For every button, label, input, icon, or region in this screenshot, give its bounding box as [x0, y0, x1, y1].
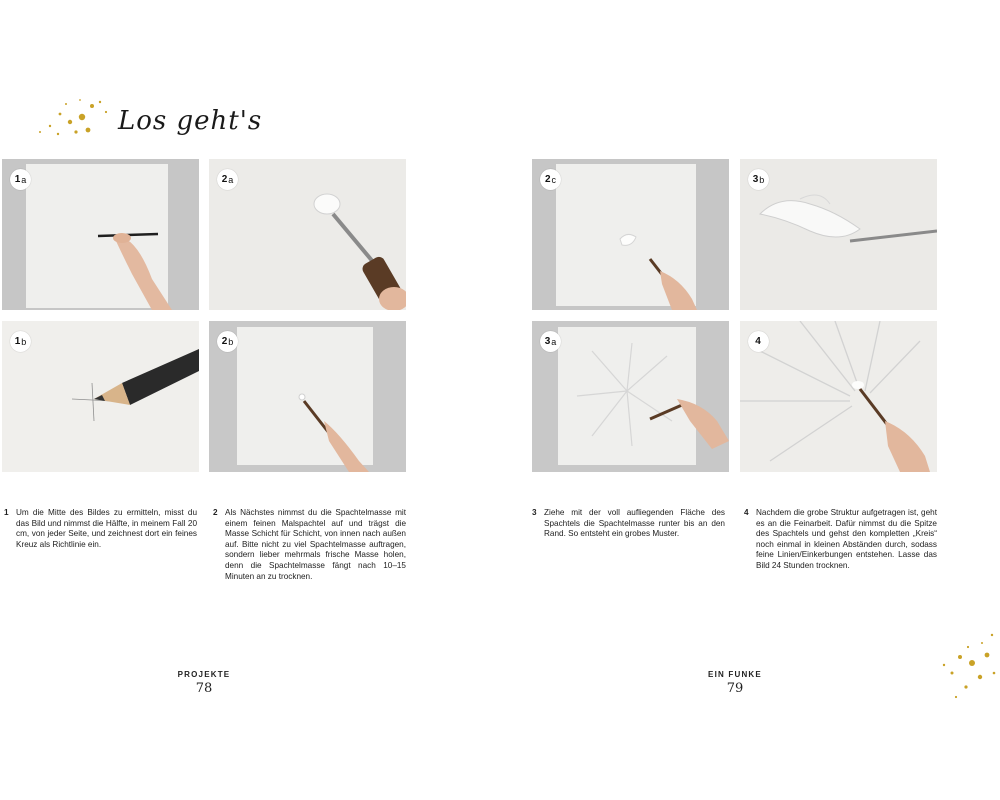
step-badge: 2 c — [540, 169, 561, 190]
page-number: 78 — [195, 681, 213, 696]
photo-step-2a — [209, 159, 406, 310]
photo-step-3b — [740, 159, 937, 310]
step-number: 4 — [744, 508, 749, 517]
step-description: Um die Mitte des Bildes zu ermitteln, misst du das Bild und nimmst die Hälfte, in meinem Fall 20 cm, von jeder Seite, und zeichnest dort ein feines Kreuz als Richtlinie ein. — [16, 508, 197, 549]
footer-section-label: EIN FUNKE — [708, 670, 762, 679]
step-description: Als Nächstes nimmst du die Spachtelmasse mit einem feinen Malspachtel auf und trägst die Masse Schicht für Schicht, von innen nach außen auf. Bitte nicht zu viel Spachtelmasse auftragen, sondern lieber mehrmals frische Masse holen, denn die Spachtelmasse fängt nach 10–15 Minuten an zu trocknen. — [225, 508, 406, 581]
step-2-text — [213, 508, 406, 582]
right-page — [500, 0, 1000, 800]
step-badge: 2 b — [217, 331, 238, 352]
step-badge: 1 a — [10, 169, 31, 190]
photo-step-2b — [209, 321, 406, 472]
step-badge: 4 — [748, 331, 769, 352]
step-3-text — [532, 508, 725, 540]
step-badge: 2 a — [217, 169, 238, 190]
page-heading: Los geht's — [118, 106, 263, 136]
page-number: 79 — [726, 681, 744, 696]
gold-dots-decoration — [22, 92, 117, 142]
photo-step-1a — [2, 159, 199, 310]
step-description: Ziehe mit der voll aufliegenden Fläche des Spachtels die Spachtelmasse runter bis an den Rand. So entsteht ein grobes Muster. — [544, 508, 725, 539]
gold-dots-decoration — [932, 625, 1000, 705]
step-1-text — [4, 508, 197, 550]
photo-step-4 — [740, 321, 937, 472]
step-number: 2 — [213, 508, 218, 517]
step-number: 3 — [532, 508, 537, 517]
footer-right — [675, 670, 795, 696]
photo-step-3a — [532, 321, 729, 472]
step-description: Nachdem die grobe Struktur aufgetragen ist, geht es an die Feinarbeit. Dafür nimmst du die Spitze des Spachtels und gehst den kompletten „Kreis“ noch einmal in kleinen Abständen durch, sodass feine Linien/Einkerbungen entstehen. Lasse das Bild 24 Stunden trocknen. — [756, 508, 937, 570]
step-badge: 3 b — [748, 169, 769, 190]
step-number: 1 — [4, 508, 9, 517]
step-badge: 3 a — [540, 331, 561, 352]
photo-step-1b — [2, 321, 199, 472]
footer-left — [144, 670, 264, 696]
footer-section-label: PROJEKTE — [177, 670, 231, 679]
photo-step-2c — [532, 159, 729, 310]
step-4-text — [744, 508, 937, 572]
step-badge: 1 b — [10, 331, 31, 352]
